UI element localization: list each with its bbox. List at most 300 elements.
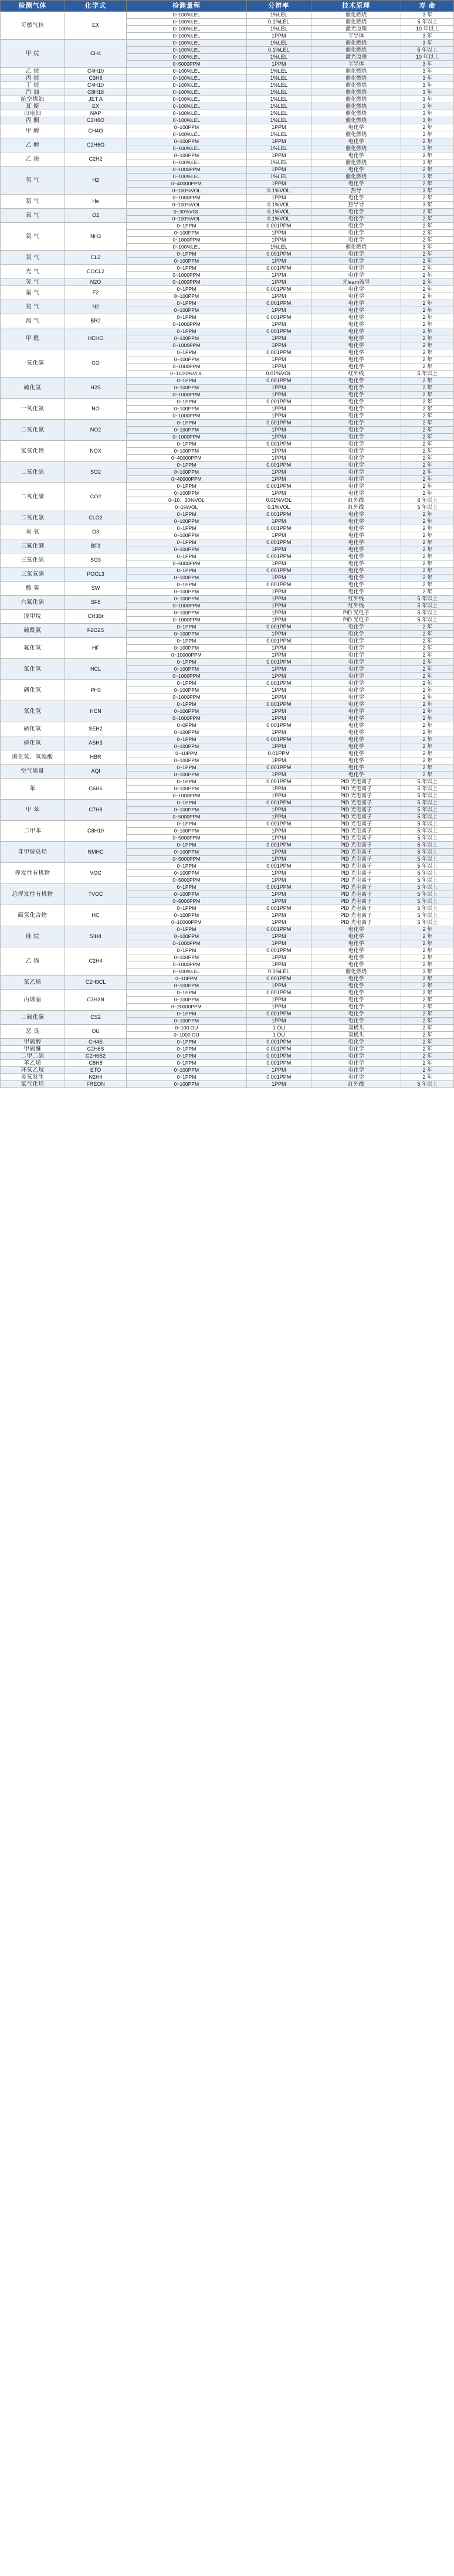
table-row <box>1 82 454 89</box>
cell-technology: PID 光电离子 <box>311 779 401 786</box>
cell-formula: CH4 <box>65 40 127 68</box>
cell-resolution: 0.001PPM <box>246 764 311 772</box>
table-row <box>1 1046 454 1053</box>
cell-formula: H2 <box>65 166 127 195</box>
cell-technology: 电化学 <box>311 251 401 258</box>
cell-resolution: 1PPM <box>246 152 311 159</box>
cell-range: 0~1PPM <box>127 399 247 406</box>
cell-range: 0~100PPM <box>127 610 247 617</box>
cell-formula: CS2 <box>65 1011 127 1025</box>
cell-gas-name: 三氟化硼 <box>1 539 65 553</box>
cell-range: 0~1PPM <box>127 286 247 293</box>
cell-range: 0~100PPM <box>127 757 247 764</box>
cell-resolution: 1PPM <box>246 983 311 990</box>
cell-resolution: 1%LEL <box>246 89 311 96</box>
cell-resolution: 0.1%LEL <box>246 47 311 54</box>
cell-gas-name: 氰化氢 <box>1 701 65 722</box>
cell-gas-name: 磷化氢 <box>1 680 65 701</box>
cell-technology: 电化学 <box>311 216 401 223</box>
cell-resolution: 1PPM <box>246 708 311 715</box>
cell-resolution: 1PPM <box>246 687 311 694</box>
cell-formula: BR2 <box>65 314 127 328</box>
cell-technology: 电化学 <box>311 694 401 701</box>
table-row <box>1 75 454 82</box>
cell-life: 2 年 <box>401 265 454 272</box>
cell-life: 2 年 <box>401 652 454 659</box>
cell-life: 3 年 <box>401 131 454 138</box>
cell-range: 0~100%LEL <box>127 145 247 152</box>
cell-gas-name: 氯乙烯 <box>1 976 65 990</box>
cell-life: 5 年以上 <box>401 905 454 912</box>
cell-range: 0~100PPM <box>127 912 247 919</box>
cell-formula: CH3Br <box>65 610 127 624</box>
cell-life: 2 年 <box>401 750 454 757</box>
cell-resolution: 1%LEL <box>246 68 311 75</box>
cell-life: 3 年 <box>401 96 454 103</box>
cell-formula: C3H6O <box>65 117 127 124</box>
cell-range: 0~100%LEL <box>127 159 247 166</box>
cell-range: 0~100%LEL <box>127 103 247 110</box>
cell-range: 0~100PPM <box>127 849 247 856</box>
cell-life: 2 年 <box>401 997 454 1004</box>
table-row <box>1 659 454 666</box>
table-row <box>1 1039 454 1046</box>
cell-life: 2 年 <box>401 1025 454 1032</box>
cell-resolution: 1PPM <box>246 617 311 624</box>
table-row <box>1 800 454 807</box>
cell-resolution: 1PPM <box>246 406 311 413</box>
cell-resolution: 1PPM <box>246 645 311 652</box>
cell-life: 2 年 <box>401 1060 454 1067</box>
table-row <box>1 539 454 546</box>
cell-range: 0~1PPM <box>127 567 247 575</box>
cell-resolution: 0.1%LEL <box>246 19 311 26</box>
cell-range: 0~100%LEL <box>127 19 247 26</box>
cell-life: 5 年以上 <box>401 870 454 877</box>
cell-technology: 电化学 <box>311 293 401 300</box>
cell-technology: 热导 <box>311 188 401 195</box>
cell-formula: AQI <box>65 764 127 779</box>
cell-formula: COCL2 <box>65 265 127 279</box>
table-row <box>1 736 454 743</box>
cell-resolution: 1PPM <box>246 195 311 202</box>
cell-technology: 电化学 <box>311 701 401 708</box>
cell-technology: 电化学 <box>311 645 401 652</box>
cell-resolution: 0.001PPM <box>246 251 311 258</box>
cell-resolution: 0.001PPM <box>246 223 311 230</box>
cell-range: 0~100%LEL <box>127 26 247 33</box>
cell-resolution: 1PPM <box>246 814 311 821</box>
cell-range: 0~1000PPM <box>127 279 247 286</box>
table-header <box>1 1 454 12</box>
table-row <box>1 750 454 757</box>
cell-resolution: 1PPM <box>246 743 311 750</box>
cell-gas-name: 一氧化碳 <box>1 349 65 378</box>
cell-resolution: 1PPM <box>246 673 311 680</box>
cell-range: 0~100%VOL <box>127 202 247 209</box>
cell-life: 2 年 <box>401 589 454 596</box>
cell-resolution: 1PPM <box>246 455 311 462</box>
cell-range: 0~100%LEL <box>127 40 247 47</box>
cell-range: 0~1PPM <box>127 1011 247 1018</box>
cell-resolution: 1PPM <box>246 575 311 582</box>
cell-resolution: 1PPM <box>246 757 311 764</box>
cell-range: 0~1000PPM <box>127 940 247 947</box>
table-row <box>1 1060 454 1067</box>
cell-life: 2 年 <box>401 300 454 307</box>
cell-resolution: 0.001PPM <box>246 680 311 687</box>
cell-range: 0~100%LEL <box>127 131 247 138</box>
cell-technology: 电化学 <box>311 1004 401 1011</box>
cell-range: 0~100%LEL <box>127 82 247 89</box>
cell-range: 0~1000PPM <box>127 342 247 349</box>
cell-range: 0~10、20%VOL <box>127 497 247 504</box>
cell-range: 0~100%LEL <box>127 110 247 117</box>
cell-range: 0~100%LEL <box>127 47 247 54</box>
cell-resolution: 0.001PPM <box>246 328 311 335</box>
cell-technology: 电化学 <box>311 976 401 983</box>
cell-resolution: 0.001PPM <box>246 926 311 933</box>
cell-technology: 电化学 <box>311 1039 401 1046</box>
cell-life: 2 年 <box>401 1074 454 1081</box>
cell-life: 5 年以上 <box>401 807 454 814</box>
cell-technology: 电化学 <box>311 420 401 427</box>
cell-technology: 电化学 <box>311 961 401 968</box>
cell-range: 0~100PPM <box>127 729 247 736</box>
cell-resolution: 1PPM <box>246 363 311 371</box>
cell-resolution: 0.001PPM <box>246 1046 311 1053</box>
cell-life: 5 年以上 <box>401 821 454 828</box>
table-row <box>1 582 454 589</box>
cell-formula: SW <box>65 582 127 596</box>
cell-resolution: 0.1%VOL <box>246 202 311 209</box>
cell-range: 0~1PPM <box>127 349 247 356</box>
cell-resolution: 1PPM <box>246 891 311 898</box>
cell-technology: 电化学 <box>311 624 401 631</box>
table-row <box>1 138 454 145</box>
cell-range: 0~1PPM <box>127 1039 247 1046</box>
cell-resolution: 0.001PPM <box>246 462 311 469</box>
cell-resolution: 0.1%VOL <box>246 209 311 216</box>
cell-life: 2 年 <box>401 1046 454 1053</box>
cell-life: 3 年 <box>401 103 454 110</box>
cell-range: 0~5000PPM <box>127 898 247 905</box>
cell-range: 0~100PPM <box>127 427 247 434</box>
cell-gas-name: 恶 臭 <box>1 1025 65 1039</box>
cell-formula: C8H8 <box>65 1060 127 1067</box>
cell-technology: 电化学 <box>311 567 401 575</box>
cell-formula: EX <box>65 12 127 40</box>
cell-technology: 电化学 <box>311 406 401 413</box>
cell-range: 0~100PPM <box>127 385 247 392</box>
cell-life: 2 年 <box>401 342 454 349</box>
cell-life: 2 年 <box>401 335 454 342</box>
cell-technology: 电化学 <box>311 342 401 349</box>
cell-range: 0~1PPM <box>127 539 247 546</box>
cell-resolution: 1PPM <box>246 596 311 603</box>
cell-gas-name: 总挥发性有机物 <box>1 884 65 905</box>
cell-range: 0~20000PPM <box>127 1004 247 1011</box>
cell-technology: 双极头 <box>311 1032 401 1039</box>
cell-formula: SF6 <box>65 596 127 610</box>
table-row <box>1 483 454 490</box>
cell-life: 2 年 <box>401 286 454 293</box>
table-row <box>1 89 454 96</box>
cell-formula: JET A <box>65 96 127 103</box>
cell-life: 5 年以上 <box>401 786 454 793</box>
cell-life: 2 年 <box>401 575 454 582</box>
cell-technology: 光learn波导 <box>311 279 401 286</box>
cell-resolution: 0.001PPM <box>246 976 311 983</box>
cell-range: 0~100PPM <box>127 258 247 265</box>
cell-formula: NOX <box>65 441 127 462</box>
cell-technology: PID 光电离子 <box>311 919 401 926</box>
cell-technology: 催化燃烧 <box>311 103 401 110</box>
cell-resolution: 1PPM <box>246 166 311 174</box>
cell-resolution: 1PPM <box>246 335 311 342</box>
cell-gas-name: 二甲二硫 <box>1 1053 65 1060</box>
cell-technology: 电化学 <box>311 631 401 638</box>
cell-gas-name: 甲硫醇 <box>1 1039 65 1046</box>
cell-resolution: 1PPM <box>246 237 311 244</box>
cell-resolution: 1PPM <box>246 877 311 884</box>
cell-technology: 电化学 <box>311 483 401 490</box>
cell-life: 2 年 <box>401 511 454 518</box>
cell-resolution: 1PPM <box>246 715 311 722</box>
cell-life: 2 年 <box>401 1039 454 1046</box>
cell-range: 0~1PPM <box>127 525 247 532</box>
cell-technology: 电化学 <box>311 314 401 321</box>
cell-life: 2 年 <box>401 687 454 694</box>
cell-gas-name: 氟 气 <box>1 286 65 300</box>
cell-range: 0~1PPM <box>127 905 247 912</box>
table-row <box>1 680 454 687</box>
cell-resolution: 0.001PPM <box>246 884 311 891</box>
cell-range: 0~100PPM <box>127 997 247 1004</box>
cell-resolution: 1PPM <box>246 490 311 497</box>
cell-technology: 催化燃烧 <box>311 19 401 26</box>
cell-formula: HCHO <box>65 328 127 349</box>
cell-life: 2 年 <box>401 532 454 539</box>
cell-range: 0~1PPM <box>127 659 247 666</box>
cell-resolution: 0.001PPM <box>246 736 311 743</box>
cell-life: 3 年 <box>401 82 454 89</box>
cell-technology: 电化学 <box>311 1011 401 1018</box>
cell-range: 0~1PPM <box>127 1053 247 1060</box>
cell-resolution: 0.001PPM <box>246 842 311 849</box>
cell-gas-name: 空气质量 <box>1 764 65 779</box>
cell-formula: HCN <box>65 701 127 722</box>
cell-resolution: 1PPM <box>246 307 311 314</box>
table-row <box>1 884 454 891</box>
cell-life: 2 年 <box>401 940 454 947</box>
table-row <box>1 124 454 131</box>
table-row <box>1 286 454 293</box>
cell-formula: HBR <box>65 750 127 764</box>
cell-resolution: 1 OU <box>246 1032 311 1039</box>
cell-technology: 电化学 <box>311 286 401 293</box>
table-row <box>1 525 454 532</box>
cell-range: 0~1PPM <box>127 863 247 870</box>
cell-resolution: 0.001PPM <box>246 1011 311 1018</box>
cell-life: 3 年 <box>401 40 454 47</box>
cell-life: 2 年 <box>401 764 454 772</box>
cell-gas-name: 砷化氢 <box>1 736 65 750</box>
cell-resolution: 0.001PPM <box>246 800 311 807</box>
cell-range: 0~100PPM <box>127 406 247 413</box>
cell-formula: CH4O <box>65 124 127 138</box>
cell-technology: 电化学 <box>311 321 401 328</box>
cell-life: 5 年以上 <box>401 504 454 511</box>
cell-technology: 催化燃烧 <box>311 75 401 82</box>
table-row <box>1 399 454 406</box>
cell-range: 0~1000 OU <box>127 1032 247 1039</box>
cell-resolution: 1%LEL <box>246 26 311 33</box>
table-row <box>1 701 454 708</box>
cell-range: 0~1PPM <box>127 736 247 743</box>
cell-resolution: 0.001PPM <box>246 553 311 560</box>
cell-life: 2 年 <box>401 293 454 300</box>
cell-range: 0~100PPM <box>127 687 247 694</box>
cell-range: 0~100 OU <box>127 1025 247 1032</box>
cell-resolution: 1PPM <box>246 356 311 363</box>
cell-technology: PID 光电离子 <box>311 821 401 828</box>
cell-range: 0~1000PPM <box>127 413 247 420</box>
cell-formula: TVOC <box>65 884 127 905</box>
cell-technology: 电化学 <box>311 223 401 230</box>
cell-life: 3 年 <box>401 33 454 40</box>
cell-formula: ETO <box>65 1067 127 1074</box>
cell-life: 2 年 <box>401 392 454 399</box>
cell-life: 2 年 <box>401 469 454 476</box>
table-row <box>1 863 454 870</box>
cell-resolution: 1PPM <box>246 279 311 286</box>
cell-range: 0~1PPM <box>127 680 247 687</box>
cell-resolution: 1PPM <box>246 385 311 392</box>
cell-technology: 催化燃烧 <box>311 68 401 75</box>
cell-range: 0~100%LEL <box>127 75 247 82</box>
cell-resolution: 1PPM <box>246 293 311 300</box>
cell-life: 2 年 <box>401 947 454 954</box>
cell-range: 0~100PPM <box>127 933 247 940</box>
cell-technology: PID 光电离子 <box>311 891 401 898</box>
cell-technology: 电化学 <box>311 490 401 497</box>
cell-life: 2 年 <box>401 1004 454 1011</box>
cell-range: 0~1PPM <box>127 511 247 518</box>
cell-life: 2 年 <box>401 230 454 237</box>
cell-technology: 电化学 <box>311 511 401 518</box>
cell-technology: 电化学 <box>311 335 401 342</box>
table-row <box>1 1081 454 1088</box>
cell-technology: 催化燃烧 <box>311 89 401 96</box>
col-header-gas: 检测气体 <box>1 1 65 12</box>
cell-technology: 电化学 <box>311 152 401 159</box>
cell-resolution: 0.1%VOL <box>246 216 311 223</box>
header-row <box>1 1 454 12</box>
cell-technology: 红外线 <box>311 504 401 511</box>
cell-range: 0~5000PPM <box>127 814 247 821</box>
cell-formula: C2H6S <box>65 1046 127 1053</box>
cell-life: 2 年 <box>401 434 454 441</box>
cell-technology: 催化燃烧 <box>311 96 401 103</box>
cell-life: 2 年 <box>401 385 454 392</box>
cell-range: 0~100PPM <box>127 631 247 638</box>
table-row <box>1 842 454 849</box>
cell-formula: HF <box>65 638 127 659</box>
cell-resolution: 0.001PPM <box>246 659 311 666</box>
cell-range: 0~100%VOL <box>127 188 247 195</box>
cell-resolution: 1PPM <box>246 392 311 399</box>
cell-life: 2 年 <box>401 476 454 483</box>
cell-technology: 电化学 <box>311 181 401 188</box>
cell-range: 0~5000PPM <box>127 877 247 884</box>
cell-technology: 电化学 <box>311 532 401 539</box>
cell-technology: 电化学 <box>311 983 401 990</box>
cell-gas-name: 氮 气 <box>1 300 65 314</box>
table-row <box>1 117 454 124</box>
cell-life: 5 年以上 <box>401 828 454 835</box>
cell-range: 0~100PPM <box>127 356 247 363</box>
cell-life: 2 年 <box>401 356 454 363</box>
cell-life: 2 年 <box>401 926 454 933</box>
cell-gas-name: 二氧化氯 <box>1 511 65 525</box>
gas-sensor-spec-table-page <box>0 0 454 1088</box>
cell-life: 2 年 <box>401 1032 454 1039</box>
col-header-life: 寿 命 <box>401 1 454 12</box>
cell-range: 0~10000PPM <box>127 919 247 926</box>
cell-resolution: 1%LEL <box>246 244 311 251</box>
cell-formula: O3 <box>65 525 127 539</box>
cell-technology: 电化学 <box>311 525 401 532</box>
cell-technology: 电化学 <box>311 750 401 757</box>
cell-technology: 电化学 <box>311 708 401 715</box>
cell-range: 0~100PPM <box>127 645 247 652</box>
cell-formula: EX <box>65 103 127 110</box>
cell-technology: 红外线 <box>311 497 401 504</box>
cell-range: 0~1000PPM <box>127 673 247 680</box>
cell-life: 2 年 <box>401 216 454 223</box>
cell-life: 2 年 <box>401 736 454 743</box>
cell-formula: C4H10 <box>65 68 127 75</box>
cell-technology: 电化学 <box>311 385 401 392</box>
cell-gas-name: 碳氢化合物 <box>1 905 65 926</box>
cell-gas-name: 二氧化碳 <box>1 483 65 511</box>
cell-range: 0~1000PPM <box>127 272 247 279</box>
cell-technology: PID 光电子 <box>311 617 401 624</box>
cell-range: 0~1PPM <box>127 300 247 307</box>
cell-resolution: 0.001PPM <box>246 1074 311 1081</box>
cell-technology: 电化学 <box>311 300 401 307</box>
cell-life: 10 年以上 <box>401 26 454 33</box>
cell-range: 0~100PPM <box>127 828 247 835</box>
cell-formula: CO2 <box>65 483 127 511</box>
cell-range: 0~100PPM <box>127 983 247 990</box>
cell-gas-name: 甲 醇 <box>1 124 65 138</box>
cell-resolution: 1 OU <box>246 1025 311 1032</box>
cell-resolution: 0.001PPM <box>246 701 311 708</box>
cell-range: 0~100PPM <box>127 1018 247 1025</box>
cell-resolution: 1%LEL <box>246 75 311 82</box>
cell-life: 3 年 <box>401 968 454 976</box>
cell-life: 2 年 <box>401 462 454 469</box>
cell-life: 3 年 <box>401 75 454 82</box>
cell-technology: 电化学 <box>311 272 401 279</box>
cell-gas-name: 二甲苯 <box>1 821 65 842</box>
cell-resolution: 1PPM <box>246 610 311 617</box>
cell-resolution: 0.001PPM <box>246 525 311 532</box>
cell-life: 6 年以上 <box>401 497 454 504</box>
cell-life: 2 年 <box>401 258 454 265</box>
